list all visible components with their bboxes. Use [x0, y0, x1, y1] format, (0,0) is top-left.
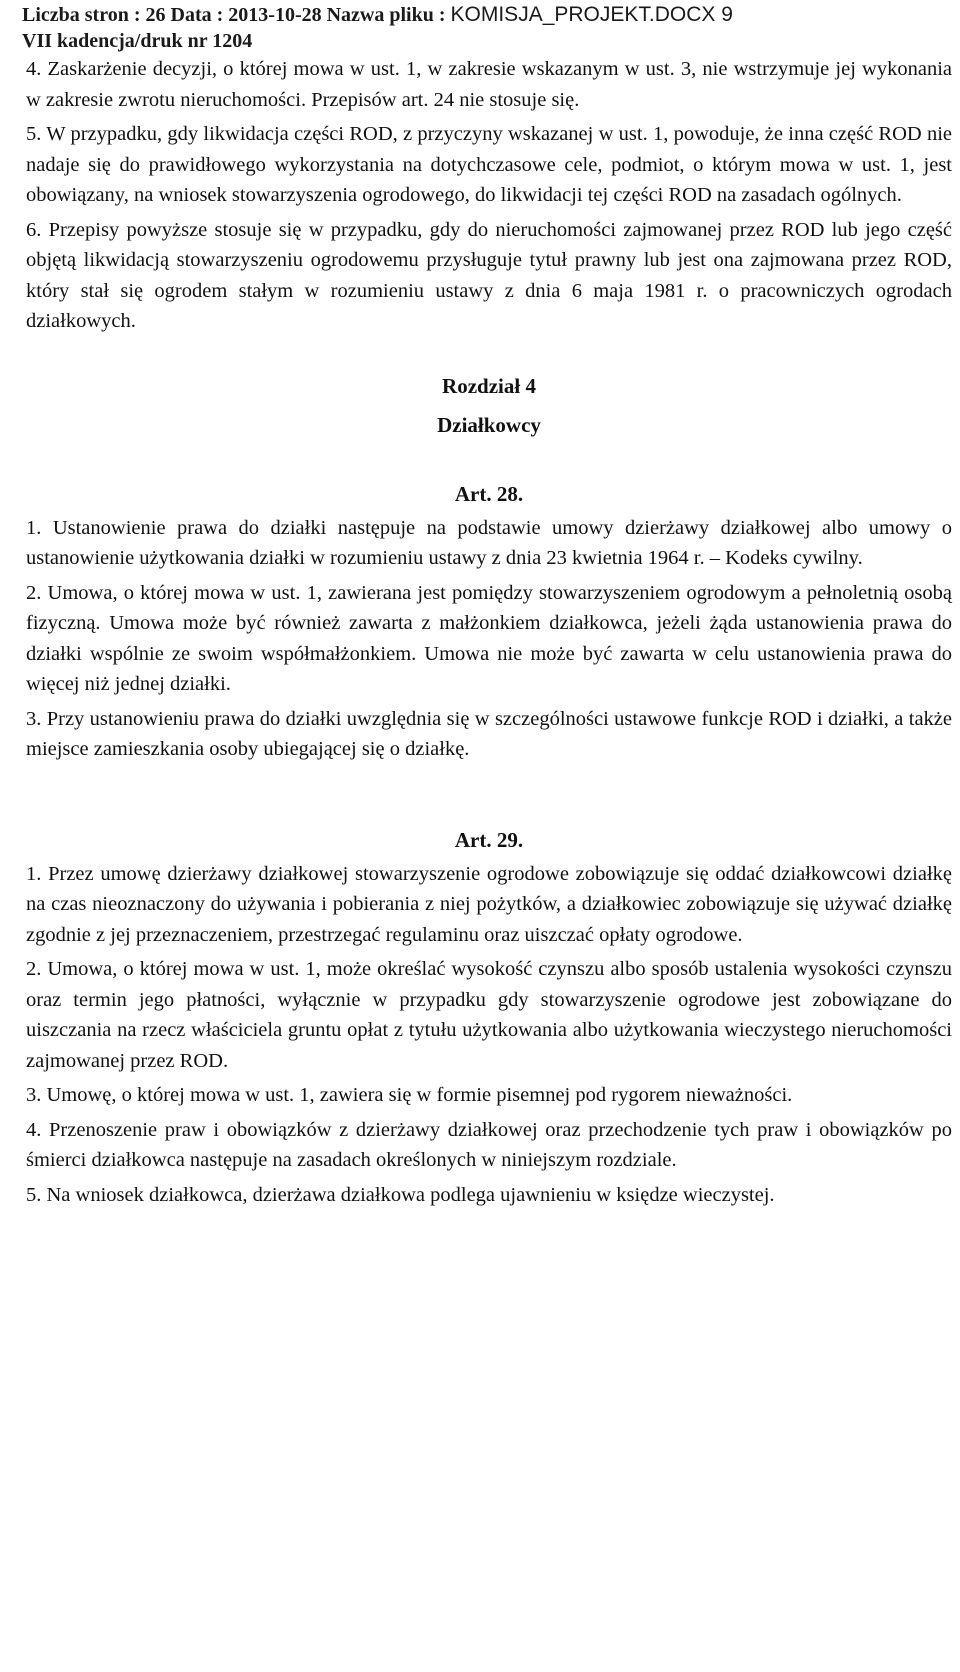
chapter-title: Działkowcy — [437, 412, 541, 437]
document-body — [26, 54, 952, 1214]
article-heading: Art. 28. — [454, 481, 524, 506]
paragraph: 1. Przez umowę dzierżawy działkowej stowarzyszenie ogrodowe zobowiązuje się oddać działkowcowi działkę na czas nieoznaczony do używania i pobierania z niej pożytków, a działkowiec zobowiązuje się używać działkę zgodnie z jej przeznaczeniem, przestrzegać regulaminu oraz uiszczać opłaty ogrodowe. — [26, 862, 952, 946]
paragraph: 5. W przypadku, gdy likwidacja części ROD, z przyczyny wskazanej w ust. 1, powoduje, że inna część ROD nie nadaje się do prawidłowego wykorzystania na dotychczasowe cele, podmiot, o którym mowa w ust. 1, jest obowiązany, na wniosek stowarzyszenia ogrodowego, do likwidacji tej części ROD na zasadach ogólnych. — [26, 123, 952, 206]
paragraph: 3. Przy ustanowieniu prawa do działki uwzględnia się w szczególności ustawowe funkcje ROD i działki, a także miejsce zamieszkania osoby ubiegającej się o działkę. — [26, 707, 952, 760]
header-meta: Liczba stron : 26 Data : 2013-10-28 Nazwa pliku : — [22, 4, 451, 26]
document-header — [22, 2, 952, 54]
paragraph: 6. Przepisy powyższe stosuje się w przypadku, gdy do nieruchomości zajmowanej przez ROD lub jego część objętą likwidacją stowarzyszeniu ogrodowemu przysługuje tytuł prawny lub jest ona zajmowana przez ROD, który stał się ogrodem stałym w rozumieniu ustawy z dnia 6 maja 1981 r. o pracowniczych ogrodach działkowych. — [26, 218, 952, 332]
paragraph: 2. Umowa, o której mowa w ust. 1, zawierana jest pomiędzy stowarzyszeniem ogrodowym a pełnoletnią osobą fizyczną. Umowa może być również zawarta z małżonkiem działkowca, jeżeli żąda ustanowienia prawa do działki wspólnie ze swoim współmałżonkiem. Umowa nie może być zawarta w celu ustanowienia prawa do więcej niż jednej działki. — [26, 581, 952, 695]
paragraph: 3. Umowę, o której mowa w ust. 1, zawiera się w formie pisemnej pod rygorem nieważności. — [26, 1084, 793, 1106]
chapter-heading — [26, 367, 952, 445]
paragraph: 4. Zaskarżenie decyzji, o której mowa w ust. 1, w zakresie wskazanym w ust. 3, nie wstrzymuje jej wykonania w zakresie zwrotu nieruchomości. Przepisów art. 24 nie stosuje się. — [26, 58, 952, 111]
header-page-number: 9 — [715, 3, 733, 26]
paragraph: 5. Na wniosek działkowca, dzierżawa działkowa podlega ujawnieniu w księdze wieczystej. — [26, 1183, 775, 1206]
chapter-number: Rozdział 4 — [442, 373, 536, 398]
header-line-1 — [22, 2, 952, 28]
article-heading: Art. 29. — [454, 827, 524, 852]
paragraph: 4. Przenoszenie praw i obowiązków z dzierżawy działkowej oraz przechodzenie tych praw i obowiązków po śmierci działkowca następuje na zasadach określonych w niniejszym rozdziale. — [26, 1118, 952, 1171]
paragraph: 2. Umowa, o której mowa w ust. 1, może określać wysokość czynszu albo sposób ustalenia wysokości czynszu oraz termin jego płatności, wyłącznie w przypadku gdy stowarzyszenie ogrodowe jest zobowiązane do uiszczania na rzecz właściciela gruntu opłat z tytułu użytkowania albo użytkowania wieczystego nieruchomości zajmowanej przez ROD. — [26, 958, 952, 1072]
header-line-2: VII kadencja/druk nr 1204 — [22, 30, 253, 52]
paragraph: 1. Ustanowienie prawa do działki następuje na podstawie umowy dzierżawy działkowej albo umowy o ustanowienie użytkowania działki w rozumieniu ustawy z dnia 23 kwietnia 1964 r. – Kodeks cywilny. — [26, 516, 952, 569]
header-filename: KOMISJA_PROJEKT.DOCX — [450, 3, 716, 26]
